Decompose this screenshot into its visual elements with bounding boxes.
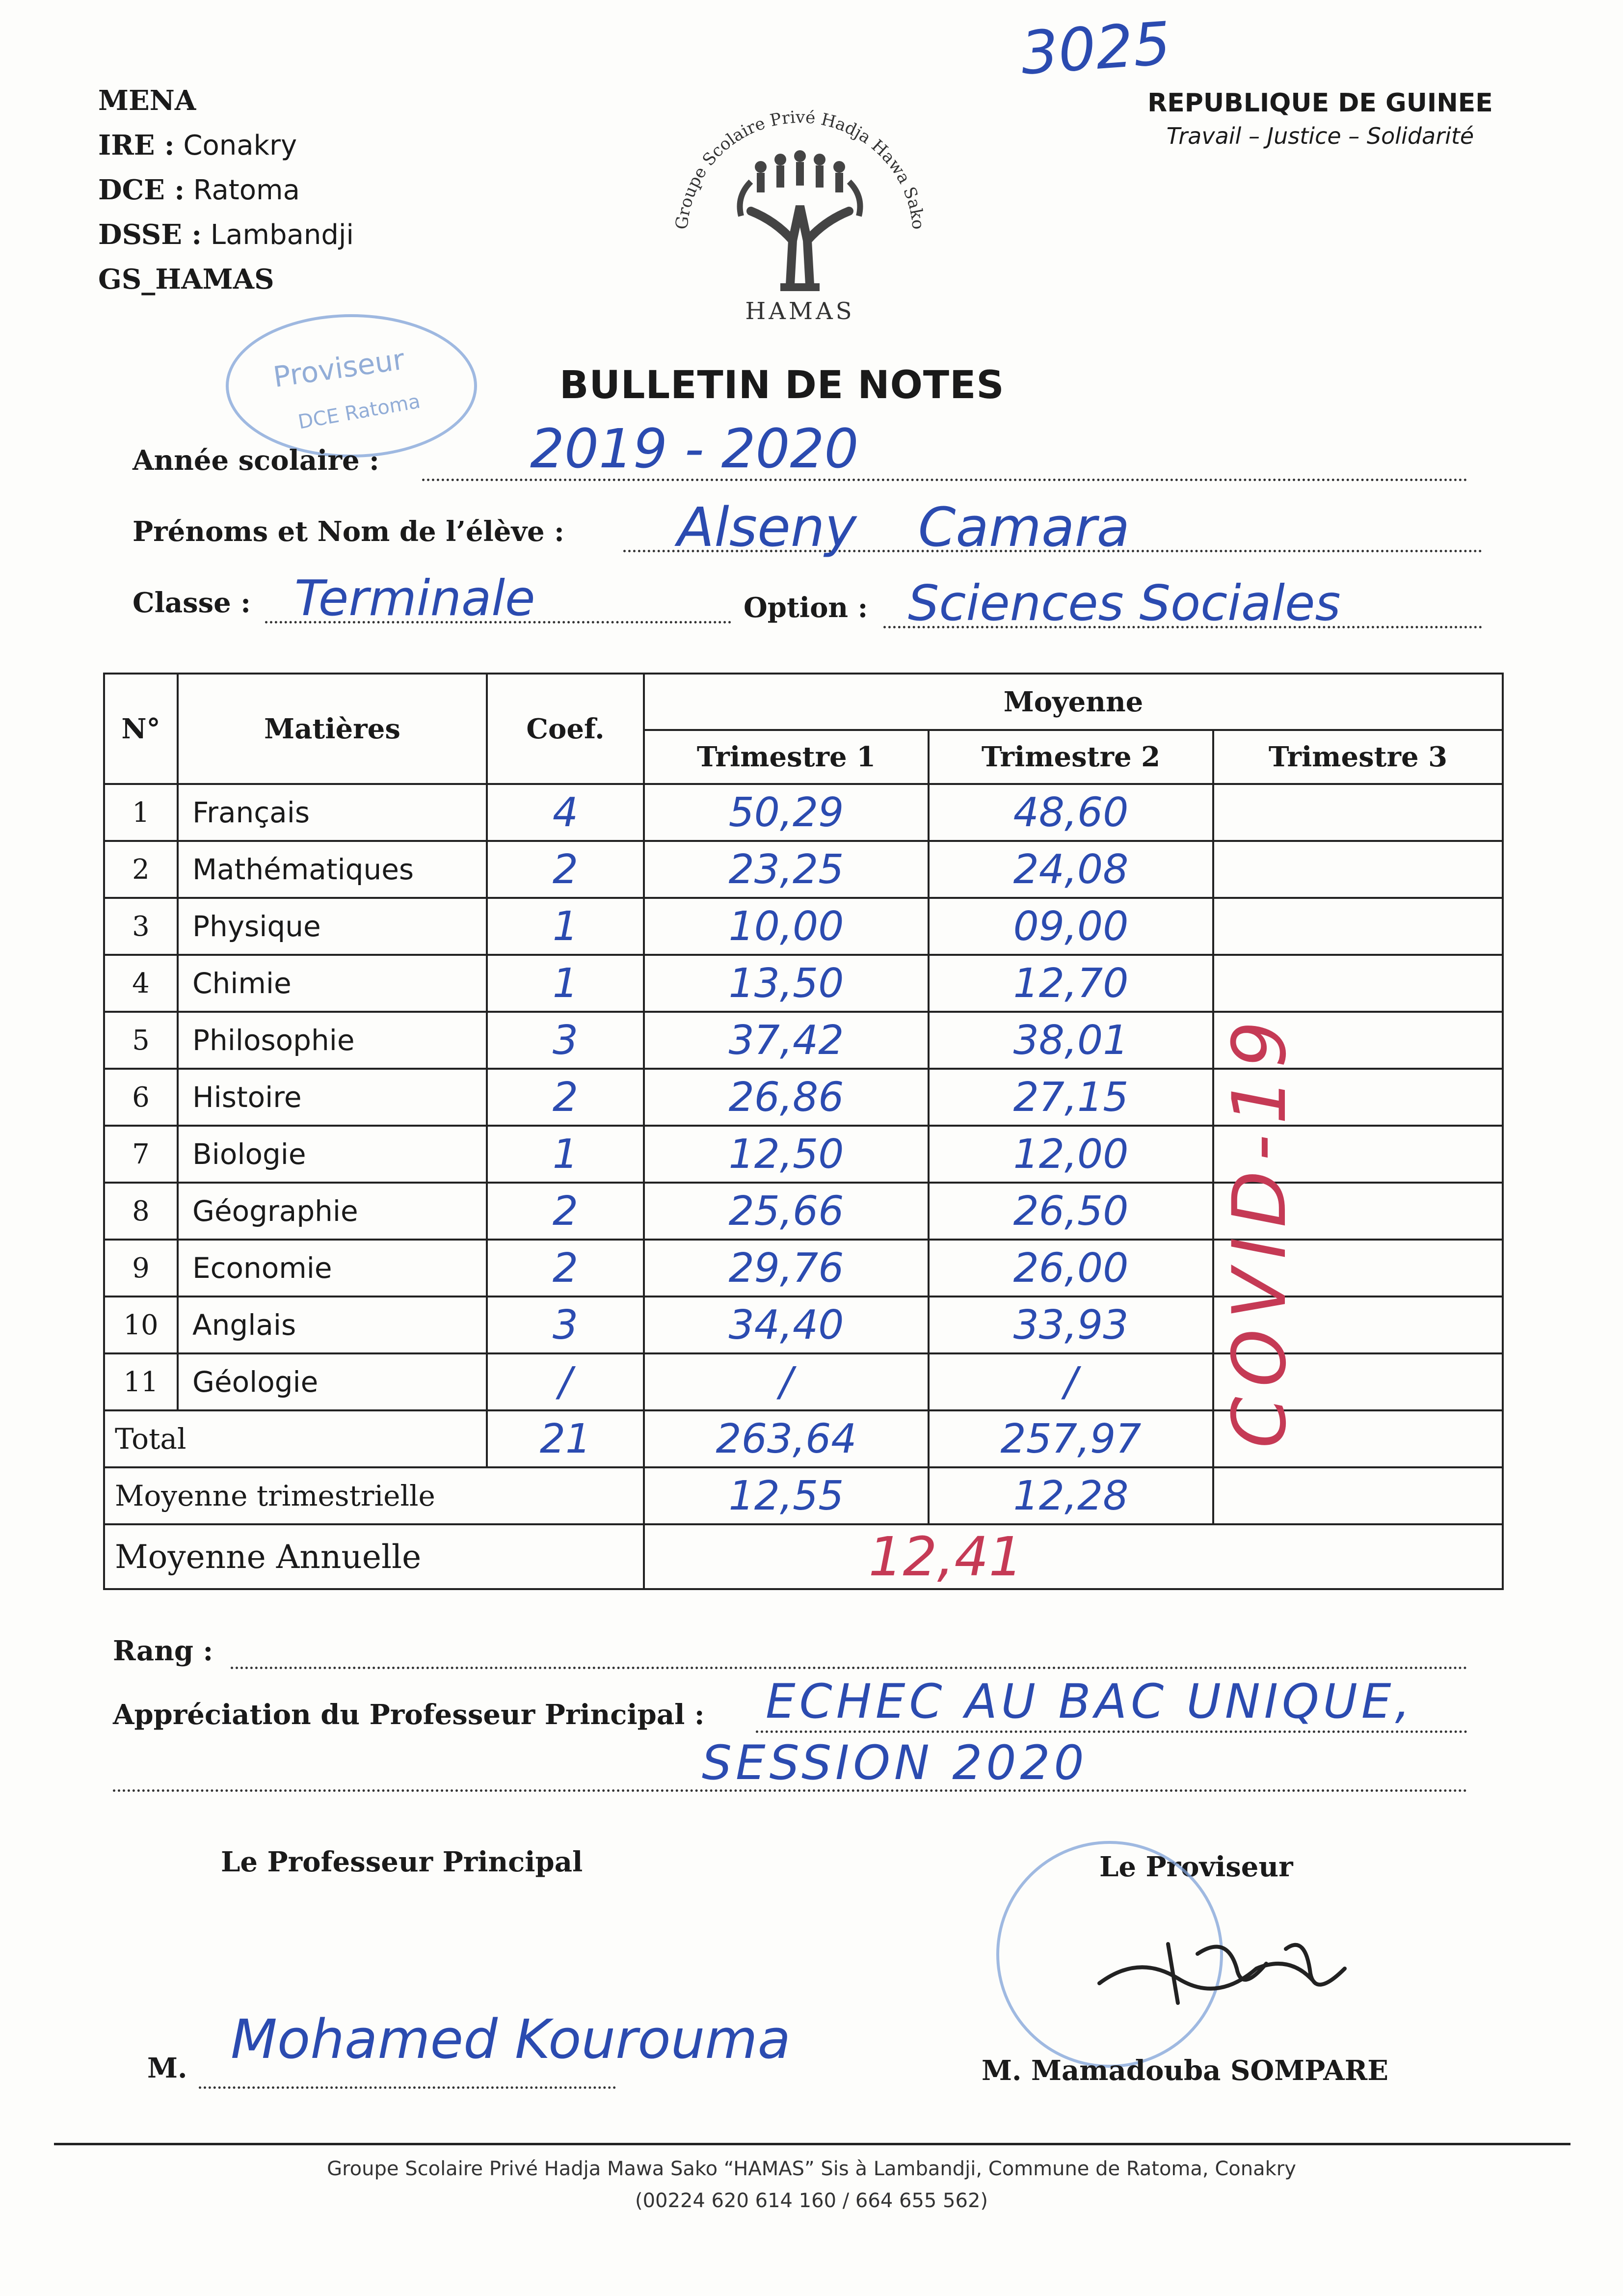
prof-principal-title: Le Professeur Principal xyxy=(221,1846,583,1878)
header-left-block xyxy=(98,79,354,302)
row-number: 3 xyxy=(104,898,178,955)
row-number: 2 xyxy=(104,841,178,898)
document-title: BULLETIN DE NOTES xyxy=(559,363,1005,407)
row-trimestre-1: / xyxy=(644,1353,929,1410)
total-t1: 263,64 xyxy=(644,1410,929,1467)
moyenne-trimestrielle-t2: 12,28 xyxy=(929,1467,1213,1524)
row-subject: Economie xyxy=(178,1240,487,1297)
footer-address: Groupe Scolaire Privé Hadja Mawa Sako “HAMAS” Sis à Lambandji, Commune de Ratoma, Conakry xyxy=(327,2158,1296,2180)
row-number: 11 xyxy=(104,1353,178,1410)
row-coef: 2 xyxy=(487,1183,644,1240)
row-coef: 1 xyxy=(487,955,644,1012)
prof-prefix: M. xyxy=(147,2052,187,2084)
row-subject: Anglais xyxy=(178,1297,487,1353)
row-coef: / xyxy=(487,1353,644,1410)
dce-label: DCE : xyxy=(98,174,185,206)
national-motto: Travail – Justice – Solidarité xyxy=(1166,123,1474,149)
covid-annotation: COVID-19 xyxy=(1217,1011,1303,1448)
row-trimestre-2: 38,01 xyxy=(929,1012,1213,1069)
row-trimestre-1: 13,50 xyxy=(644,955,929,1012)
total-label: Total xyxy=(104,1410,487,1467)
row-trimestre-1: 23,25 xyxy=(644,841,929,898)
row-subject: Mathématiques xyxy=(178,841,487,898)
row-number: 5 xyxy=(104,1012,178,1069)
row-trimestre-3 xyxy=(1213,955,1503,1012)
header-matieres: Matières xyxy=(178,674,487,784)
table-row xyxy=(104,898,1503,955)
row-coef: 4 xyxy=(487,784,644,841)
logo-name: HAMAS xyxy=(745,297,855,325)
appreciation-line-1: ECHEC AU BAC UNIQUE, xyxy=(766,1674,1414,1729)
row-coef: 2 xyxy=(487,1069,644,1126)
row-trimestre-2: 24,08 xyxy=(929,841,1213,898)
document-number: 3025 xyxy=(1018,9,1173,88)
annee-label: Année scolaire : xyxy=(133,444,379,477)
school-logo xyxy=(653,98,947,334)
row-number: 6 xyxy=(104,1069,178,1126)
total-t2: 257,97 xyxy=(929,1410,1213,1467)
appreciation-line-2: SESSION 2020 xyxy=(702,1735,1088,1790)
row-number: 1 xyxy=(104,784,178,841)
row-trimestre-1: 10,00 xyxy=(644,898,929,955)
row-trimestre-1: 26,86 xyxy=(644,1069,929,1126)
ire-value: Conakry xyxy=(183,130,297,162)
row-trimestre-3 xyxy=(1213,841,1503,898)
header-trimestre-2: Trimestre 2 xyxy=(929,730,1213,784)
row-subject: Philosophie xyxy=(178,1012,487,1069)
table-row xyxy=(104,955,1503,1012)
row-number: 10 xyxy=(104,1297,178,1353)
row-subject: Physique xyxy=(178,898,487,955)
row-coef: 2 xyxy=(487,1240,644,1297)
row-trimestre-1: 34,40 xyxy=(644,1297,929,1353)
row-trimestre-2: 12,70 xyxy=(929,955,1213,1012)
row-trimestre-1: 25,66 xyxy=(644,1183,929,1240)
row-coef: 3 xyxy=(487,1012,644,1069)
classe-value: Terminale xyxy=(294,569,535,627)
row-trimestre-2: 09,00 xyxy=(929,898,1213,955)
prof-name-dotline xyxy=(199,2086,616,2089)
row-trimestre-2: 12,00 xyxy=(929,1126,1213,1183)
row-number: 4 xyxy=(104,955,178,1012)
header-no: N° xyxy=(104,674,178,784)
row-trimestre-3 xyxy=(1213,784,1503,841)
dsse-value: Lambandji xyxy=(210,219,354,251)
rang-label: Rang : xyxy=(113,1635,213,1667)
moyenne-trimestrielle-t3 xyxy=(1213,1467,1503,1524)
table-row xyxy=(104,841,1503,898)
dce-value: Ratoma xyxy=(193,174,300,206)
row-subject: Français xyxy=(178,784,487,841)
moyenne-annuelle-value: 12,41 xyxy=(644,1524,1503,1589)
option-value: Sciences Sociales xyxy=(908,574,1341,632)
row-trimestre-1: 50,29 xyxy=(644,784,929,841)
row-trimestre-2: 27,15 xyxy=(929,1069,1213,1126)
row-number: 7 xyxy=(104,1126,178,1183)
row-number: 9 xyxy=(104,1240,178,1297)
row-coef: 1 xyxy=(487,1126,644,1183)
prof-name: Mohamed Kourouma xyxy=(231,2008,791,2071)
stamp-top-line2: DCE Ratoma xyxy=(296,390,422,434)
row-trimestre-2: 26,00 xyxy=(929,1240,1213,1297)
proviseur-name: M. Mamadouba SOMPARE xyxy=(982,2054,1388,2087)
footer-phone: (00224 620 614 160 / 664 655 562) xyxy=(635,2189,988,2212)
proviseur-title: Le Proviseur xyxy=(1099,1851,1293,1883)
country-name: REPUBLIQUE DE GUINEE xyxy=(1147,88,1493,118)
stamp-top-line1: Proviseur xyxy=(271,342,407,394)
row-subject: Géologie xyxy=(178,1353,487,1410)
header-right-block xyxy=(1104,88,1536,149)
proviseur-stamp-top xyxy=(226,314,477,458)
eleve-value: Alseny Camara xyxy=(677,496,1130,559)
moyenne-annuelle-label: Moyenne Annuelle xyxy=(104,1524,644,1589)
annee-value: 2019 - 2020 xyxy=(530,417,859,480)
table-row xyxy=(104,784,1503,841)
header-trimestre-3: Trimestre 3 xyxy=(1213,730,1503,784)
rang-dotline xyxy=(231,1667,1467,1669)
row-trimestre-2: / xyxy=(929,1353,1213,1410)
ire-label: IRE : xyxy=(98,129,175,162)
row-number: 8 xyxy=(104,1183,178,1240)
row-trimestre-1: 12,50 xyxy=(644,1126,929,1183)
appreciation-dotline-1 xyxy=(756,1730,1467,1733)
row-subject: Biologie xyxy=(178,1126,487,1183)
row-subject: Histoire xyxy=(178,1069,487,1126)
appreciation-label: Appréciation du Professeur Principal : xyxy=(113,1699,705,1731)
total-coef: 21 xyxy=(487,1410,644,1467)
school-code: GS_HAMAS xyxy=(98,263,274,296)
ministry-label: MENA xyxy=(98,84,196,117)
classe-label: Classe : xyxy=(133,587,251,619)
moyenne-trimestrielle-t1: 12,55 xyxy=(644,1467,929,1524)
row-trimestre-2: 26,50 xyxy=(929,1183,1213,1240)
row-trimestre-2: 48,60 xyxy=(929,784,1213,841)
row-coef: 3 xyxy=(487,1297,644,1353)
header-moyenne: Moyenne xyxy=(644,674,1503,730)
row-trimestre-1: 37,42 xyxy=(644,1012,929,1069)
proviseur-signature-icon xyxy=(1080,1924,1374,2023)
row-trimestre-1: 29,76 xyxy=(644,1240,929,1297)
row-subject: Géographie xyxy=(178,1183,487,1240)
footer-divider xyxy=(54,2143,1570,2145)
header-coef: Coef. xyxy=(487,674,644,784)
dsse-label: DSSE : xyxy=(98,218,202,251)
logo-arc-text: Groupe Scolaire Privé Hadja Hawa Sako xyxy=(672,107,928,231)
tree-logo-icon xyxy=(653,98,947,334)
row-trimestre-3 xyxy=(1213,898,1503,955)
moyenne-trimestrielle-label: Moyenne trimestrielle xyxy=(104,1467,644,1524)
row-coef: 2 xyxy=(487,841,644,898)
row-trimestre-2: 33,93 xyxy=(929,1297,1213,1353)
row-subject: Chimie xyxy=(178,955,487,1012)
header-trimestre-1: Trimestre 1 xyxy=(644,730,929,784)
row-coef: 1 xyxy=(487,898,644,955)
option-label: Option : xyxy=(744,592,868,624)
eleve-label: Prénoms et Nom de l’élève : xyxy=(133,515,564,548)
